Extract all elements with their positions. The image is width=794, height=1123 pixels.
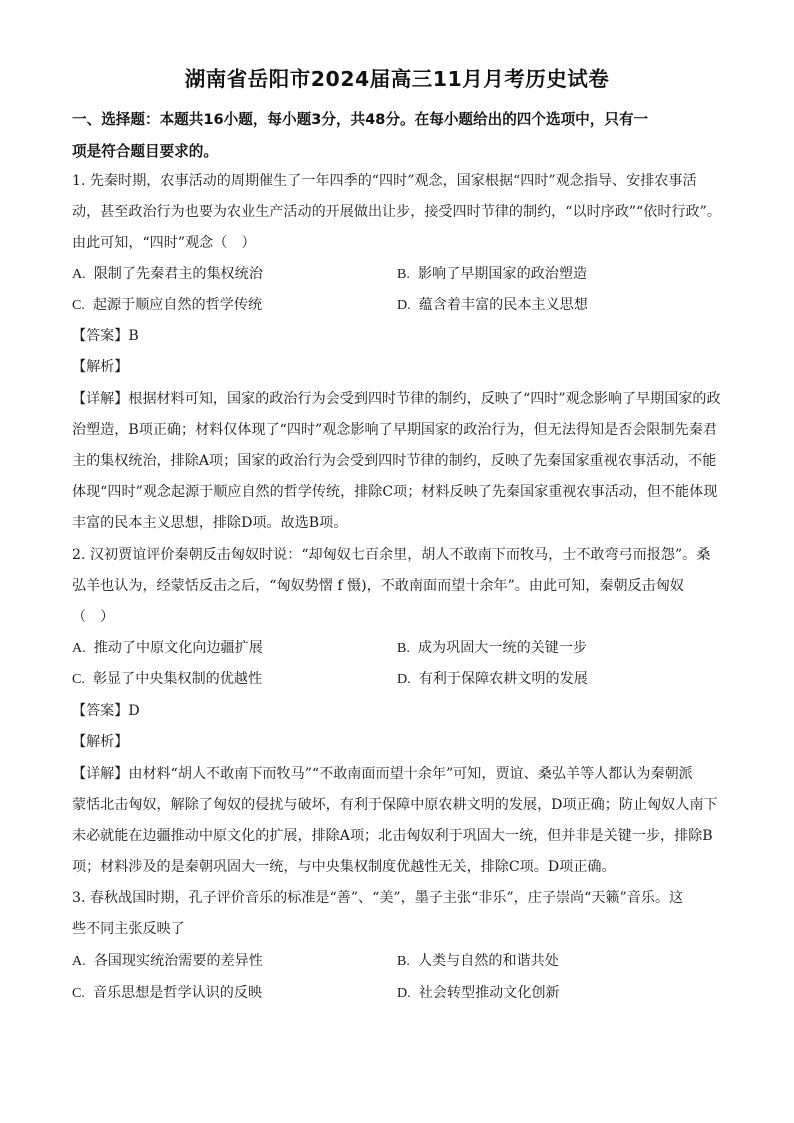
option-text: 彰显了中央集权制的优越性	[92, 671, 263, 687]
option-text: 成为巩固大一统的关键一步	[417, 640, 588, 656]
q3-option-c	[72, 984, 262, 1002]
option-text: 影响了早期国家的政治塑造	[417, 266, 588, 282]
q1-detail-line: 主的集权统治，排除A项；国家的政治行为会受到四时节律的制约，反映了先秦国家重视农事活动，不能	[72, 453, 717, 469]
q2-detail-line: 未必就能在边疆推动中原文化的扩展，排除A项；北击匈奴利于巩固大一统，但并非是关键一步，排除B	[72, 828, 713, 844]
q2-option-a	[72, 639, 263, 657]
option-key: C.	[72, 985, 85, 1001]
option-key: B.	[397, 266, 410, 282]
option-text: 各国现实统治需要的差异性	[93, 953, 263, 969]
q1-option-d	[397, 296, 588, 314]
q1-answer: 【答案】B	[72, 328, 139, 344]
option-key: D.	[397, 985, 411, 1001]
q3-option-a	[72, 952, 263, 970]
q2-analysis-label: 【解析】	[72, 734, 129, 750]
q1-detail-line: 体现“四时”观念起源于顺应自然的哲学传统，排除C项；材料反映了先秦国家重视农事活动，但不能体现	[72, 484, 718, 500]
q1-stem-line: 动，甚至政治行为也要为农业生产活动的开展做出让步，接受四时节律的制约，“以时序政”“依时行政”。	[72, 204, 721, 220]
option-key: C.	[72, 297, 85, 313]
option-key: A.	[72, 640, 86, 656]
option-text: 限制了先秦君主的集权统治	[93, 266, 263, 282]
option-text: 社会转型推动文化创新	[418, 985, 560, 1001]
option-key: A.	[72, 266, 86, 282]
option-text: 蕴含着丰富的民本主义思想	[418, 297, 588, 313]
q1-stem-line: 由此可知，“四时”观念（ ）	[72, 235, 256, 251]
q1-detail-line: 丰富的民本主义思想，排除D项。故选B项。	[72, 515, 348, 531]
q1-detail-line: 【详解】根据材料可知，国家的政治行为会受到四时节律的制约，反映了“四时”观念影响了早期国家的政	[72, 391, 721, 407]
option-key: A.	[72, 953, 86, 969]
page-title: 湖南省岳阳市2024届高三11月月考历史试卷	[184, 67, 610, 91]
option-text: 人类与自然的和谐共处	[417, 953, 559, 969]
q2-detail-line: 项；材料涉及的是秦朝巩固大一统，与中央集权制度优越性无关，排除C项。D项正确。	[72, 859, 616, 875]
option-key: D.	[397, 671, 411, 687]
q1-stem-line: 1. 先秦时期，农事活动的周期催生了一年四季的“四时”观念，国家根据“四时”观念指导、安排农事活	[72, 173, 697, 189]
option-text: 推动了中原文化向边疆扩展	[93, 640, 263, 656]
q2-detail-line: 【详解】由材料“胡人不敢南下而牧马”“不敢南面而望十余年”可知，贾谊、桑弘羊等人都认为秦朝派	[72, 766, 693, 782]
q3-option-b	[397, 952, 559, 970]
q2-option-d	[397, 670, 588, 688]
q3-stem-line: 3. 春秋战国时期，孔子评价音乐的标准是“善”、“美”，墨子主张“非乐”，庄子崇尚“天籁”音乐。这	[72, 890, 684, 906]
q3-option-d	[397, 984, 560, 1002]
q1-detail-line: 治塑造，B项正确；材料仅体现了“四时”观念影响了早期国家的政治行为，但无法得知是否会限制先秦君	[72, 422, 717, 438]
q2-option-b	[397, 639, 587, 657]
option-key: B.	[397, 953, 410, 969]
q1-option-a	[72, 265, 263, 283]
q1-option-c	[72, 296, 262, 314]
option-key: D.	[397, 297, 411, 313]
option-key: B.	[397, 640, 410, 656]
q2-stem-line: 弘羊也认为，经蒙恬反击之后，“匈奴势慴 f 慑)，不敢南面而望十余年”。由此可知，秦朝反击匈奴	[72, 578, 684, 594]
q1-option-b	[397, 265, 587, 283]
q2-stem-line: 2. 汉初贾谊评价秦朝反击匈奴时说：“却匈奴七百余里，胡人不敢南下而牧马，士不敢弯弓而报怨”。桑	[72, 547, 711, 563]
q2-detail-line: 蒙恬北击匈奴，解除了匈奴的侵扰与破坏，有利于保障中原农耕文明的发展，D项正确；防止匈奴人南下	[72, 797, 718, 813]
q2-answer: 【答案】D	[72, 703, 140, 719]
option-key: C.	[72, 671, 85, 687]
section-heading-line-1: 一、选择题：本题共16小题，每小题3分，共48分。在每小题给出的四个选项中，只有一	[72, 111, 649, 128]
option-text: 有利于保障农耕文明的发展	[418, 671, 588, 687]
q1-analysis-label: 【解析】	[72, 359, 129, 375]
option-text: 音乐思想是哲学认识的反映	[92, 985, 263, 1001]
option-text: 起源于顺应自然的哲学传统	[92, 297, 263, 313]
q2-stem-line: （ ）	[72, 609, 115, 625]
section-heading-line-2: 项是符合题目要求的。	[72, 143, 218, 160]
q3-stem-line: 些不同主张反映了	[72, 921, 185, 937]
q2-option-c	[72, 670, 262, 688]
